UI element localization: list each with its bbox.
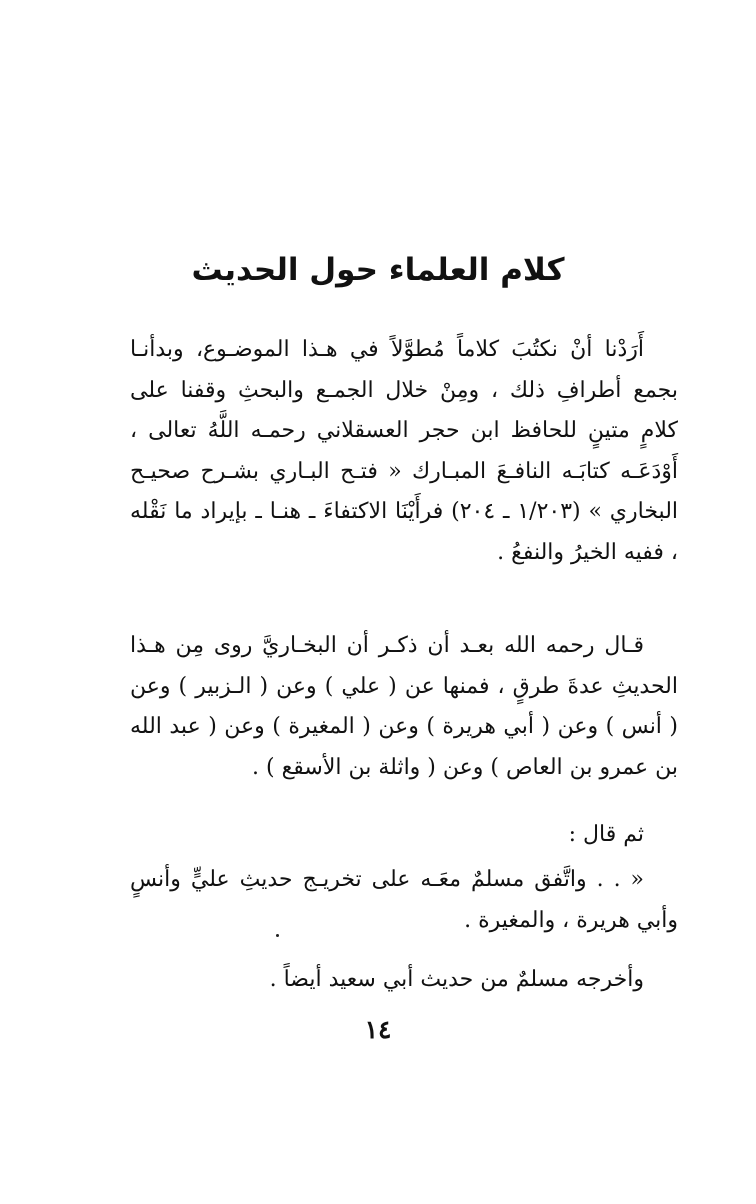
paragraph-intro: أَرَدْنا أنْ نكتُبَ كلاماً مُطوَّلاً في هـذا الموضـوع، وبدأنـا بجمع أطرافِ ذلك ، ومِنْ خلال الجمـع والبحثِ وقفنا على كلامٍ متينٍ للحافظ ابن حجر العسقلاني رحمـه اللَّهُ تعالى ، أَوْدَعَـه كتابَـه النافـعَ المبـارك « فتـح البـاري بشـرح صحيـح البخاري » (١/٢٠٣ ـ ٢٠٤) فرأَيْنَا الاكتفاءَ ـ هنـا ـ بإيراد ما نَقْله ، ففيه الخيرُ والنفعُ . xyxy=(130,337,679,565)
page-title: كلام العلماء حول الحديث xyxy=(191,252,565,288)
paragraph-then-said: ثم قال : xyxy=(568,822,644,847)
paragraph-quote: « . . واتَّفق مسلمٌ معَـه على تخريـج حديثِ عليٍّ وأنسٍ وأبي هريرة ، والمغيرة . xyxy=(130,867,678,933)
paragraph-muslim: وأخرجه مسلمٌ من حديث أبي سعيد أيضاً . xyxy=(269,967,644,992)
page-number: ١٤ xyxy=(364,1015,392,1044)
paragraph-narrations: قـال رحمه الله بعـد أن ذكـر أن البخـاريَّ روى مِن هـذا الحديثِ عدةَ طرقٍ ، فمنها عن ( علي ) وعن ( الـزبير ) وعن ( أنس ) وعن ( أبي هريرة ) وعن ( المغيرة ) وعن ( عبد الله بن عمرو بن العاص ) وعن ( واثلة بن الأسقع ) . xyxy=(130,633,678,780)
print-speck xyxy=(276,934,279,937)
